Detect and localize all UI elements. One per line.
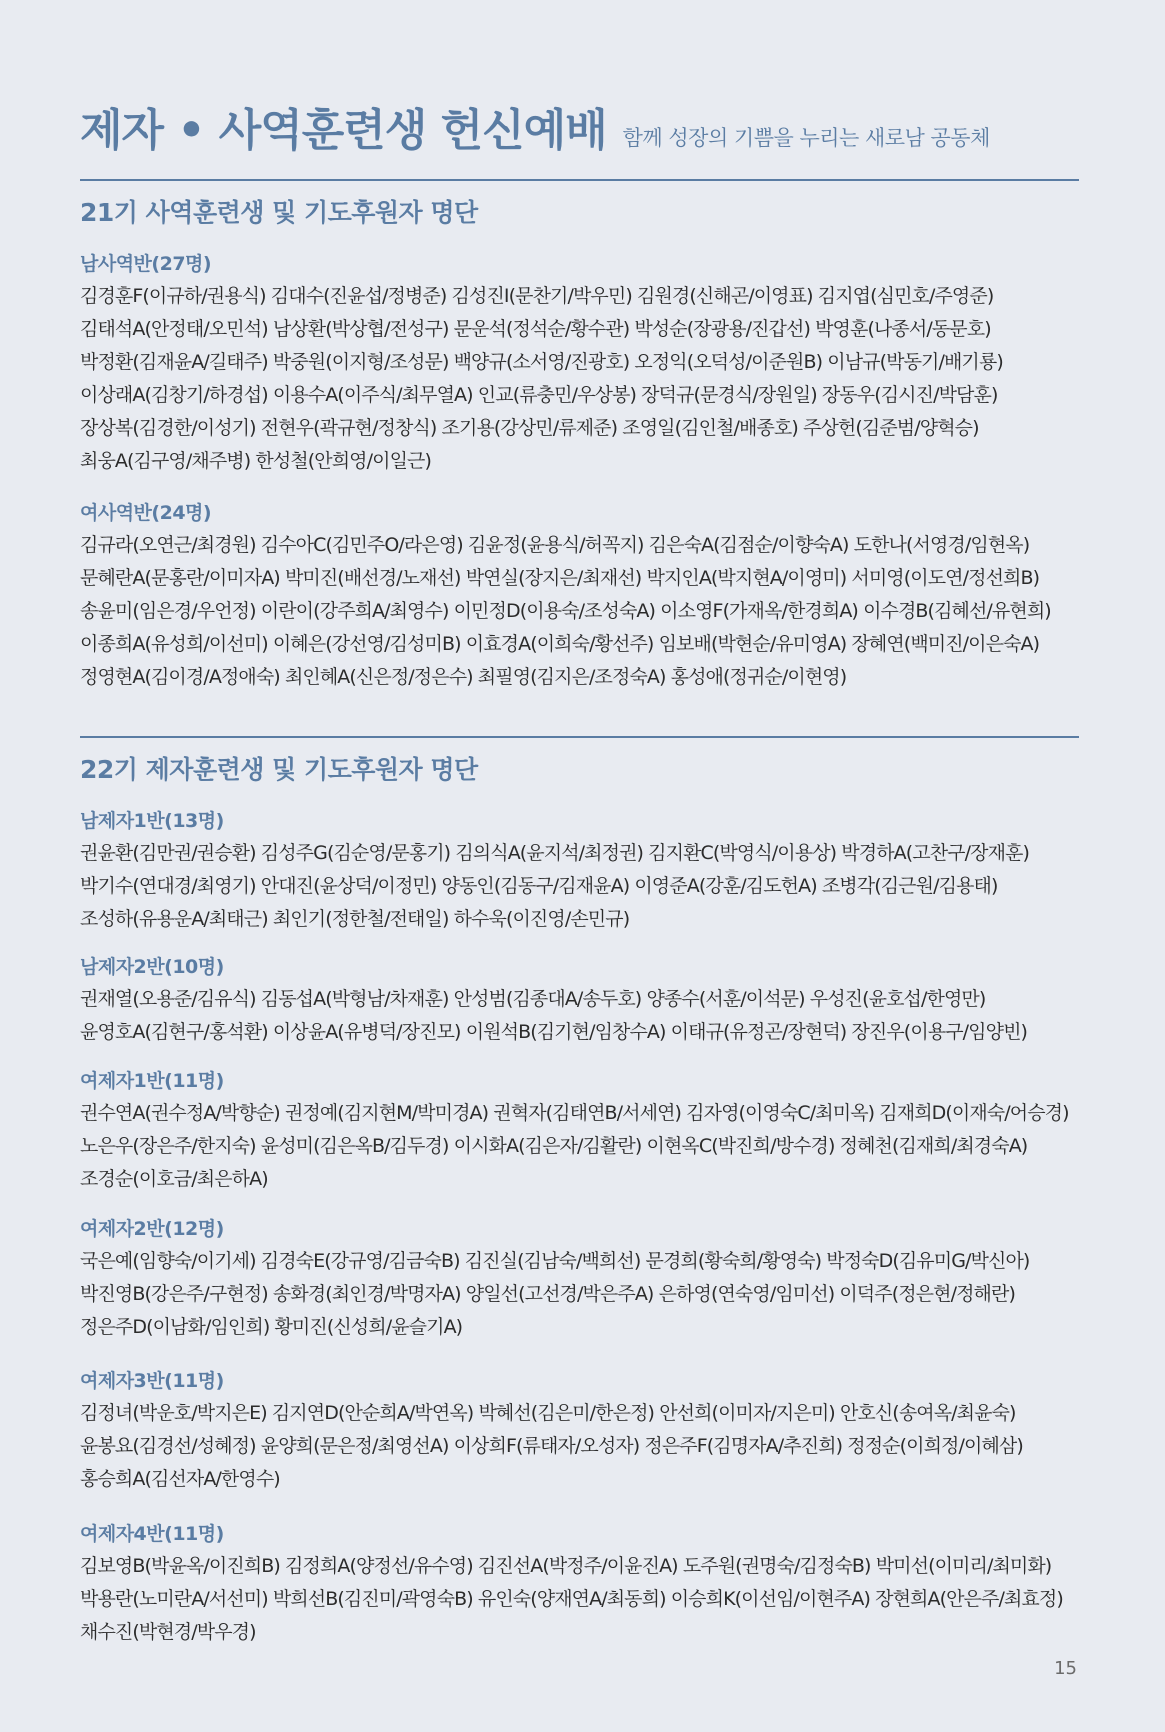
group-female-disciple-2: [80, 1213, 1080, 1344]
page-title: 제자 • 사역훈련생 헌신예배: [80, 105, 607, 156]
group-title: 여제자1반(11명): [80, 1070, 224, 1092]
group-title: 여제자2반(12명): [80, 1218, 224, 1240]
group-title: 남제자2반(10명): [80, 956, 224, 978]
section-title-22: 22기 제자훈련생 및 기도후원자 명단: [80, 755, 478, 784]
group-title: 여사역반(24명): [80, 502, 212, 524]
group-title: 여제자3반(11명): [80, 1370, 224, 1392]
section-title-21: 21기 사역훈련생 및 기도후원자 명단: [80, 198, 478, 227]
name-line: 박기수(연대경/최영기) 안대진(윤상덕/이정민) 양동인(김동구/김재윤A) 이영준A(강훈/김도헌A) 조병각(김근원/김용태): [80, 875, 998, 897]
page-subtitle: 함께 성장의 기쁨을 누리는 새로남 공동체: [622, 126, 990, 150]
name-line: 홍승희A(김선자A/한영수): [80, 1468, 280, 1490]
group-female-disciple-4: [80, 1518, 1080, 1649]
name-line: 송윤미(임은경/우언정) 이란이(강주희A/최영수) 이민정D(이용숙/조성숙A) 이소영F(가재옥/한경희A) 이수경B(김혜선/유현희): [80, 600, 1051, 622]
name-line: 이상래A(김창기/하경섭) 이용수A(이주식/최무열A) 인교(류충민/우상봉) 장덕규(문경식/장원일) 장동우(김시진/박담훈): [80, 384, 998, 406]
group-title: 남사역반(27명): [80, 253, 212, 275]
name-line: 채수진(박현경/박우경): [80, 1621, 256, 1643]
name-line: 권수연A(권수정A/박향순) 권정예(김지현M/박미경A) 권혁자(김태연B/서세연) 김자영(이영숙C/최미옥) 김재희D(이재숙/어승경): [80, 1102, 1069, 1124]
name-line: 윤영호A(김현구/홍석환) 이상윤A(유병덕/장진모) 이원석B(김기현/임창수A) 이태규(유정곤/장현덕) 장진우(이용구/임양빈): [80, 1021, 1028, 1043]
name-line: 정영현A(김이경/A정애숙) 최인혜A(신은정/정은수) 최필영(김지은/조정숙A) 홍성애(정귀순/이현영): [80, 666, 847, 688]
name-line: 김경훈F(이규하/권용식) 김대수(진윤섭/정병준) 김성진I(문찬기/박우민) 김원경(신해곤/이영표) 김지엽(심민호/주영준): [80, 285, 994, 307]
name-line: 박용란(노미란A/서선미) 박희선B(김진미/곽영숙B) 유인숙(양재연A/최동희) 이승희K(이선임/이현주A) 장현희A(안은주/최효정): [80, 1588, 1063, 1610]
name-line: 노은우(장은주/한지숙) 윤성미(김은옥B/김두경) 이시화A(김은자/김활란) 이현옥C(박진희/방수경) 정혜천(김재희/최경숙A): [80, 1135, 1028, 1157]
name-line: 김정녀(박운호/박지은E) 김지연D(안순희A/박연옥) 박혜선(김은미/한은정) 안선희(이미자/지은미) 안호신(송여옥/최윤숙): [80, 1402, 1016, 1424]
name-line: 권재열(오용준/김유식) 김동섭A(박형남/차재훈) 안성범(김종대A/송두호) 양종수(서훈/이석문) 우성진(윤호섭/한영만): [80, 988, 986, 1010]
group-female-disciple-1: [80, 1065, 1080, 1196]
name-line: 권윤환(김만권/권승환) 김성주G(김순영/문홍기) 김의식A(윤지석/최정권) 김지환C(박영식/이용상) 박경하A(고찬구/장재훈): [80, 842, 1030, 864]
page-number: 15: [1054, 1658, 1077, 1679]
page-header: [80, 94, 1080, 158]
name-line: 조경순(이호금/최은하A): [80, 1168, 268, 1190]
name-line: 김태석A(안정태/오민석) 남상환(박상협/전성구) 문운석(정석순/황수관) 박성순(장광용/진갑선) 박영훈(나종서/동문호): [80, 318, 991, 340]
name-line: 이종희A(유성희/이선미) 이혜은(강선영/김성미B) 이효경A(이희숙/황선주) 임보배(박현순/유미영A) 장혜연(백미진/이은숙A): [80, 633, 1040, 655]
group-title: 여제자4반(11명): [80, 1523, 224, 1545]
name-line: 박정환(김재윤A/길태주) 박중원(이지형/조성문) 백양규(소서영/진광호) 오정익(오덕성/이준원B) 이남규(박동기/배기룡): [80, 351, 1003, 373]
name-line: 조성하(유용운A/최태근) 최인기(정한철/전태일) 하수욱(이진영/손민규): [80, 908, 630, 930]
group-male-ministry: [80, 248, 1080, 478]
group-male-disciple-1: [80, 805, 1080, 936]
name-line: 장상복(김경한/이성기) 전현우(곽규현/정창식) 조기용(강상민/류제준) 조영일(김인철/배종호) 주상헌(김준범/양혁승): [80, 417, 979, 439]
name-line: 윤봉요(김경선/성혜정) 윤양희(문은정/최영선A) 이상희F(류태자/오성자) 정은주F(김명자A/추진희) 정정순(이희정/이혜삼): [80, 1435, 1023, 1457]
section-divider: [80, 179, 1079, 181]
name-line: 김규라(오연근/최경원) 김수아C(김민주O/라은영) 김윤정(윤용식/허꼭지) 김은숙A(김점순/이향숙A) 도한나(서영경/임현옥): [80, 534, 1030, 556]
section-divider: [80, 736, 1079, 738]
group-male-disciple-2: [80, 951, 1080, 1049]
name-line: 정은주D(이남화/임인희) 황미진(신성희/윤슬기A): [80, 1316, 463, 1338]
group-female-ministry: [80, 497, 1080, 694]
group-title: 남제자1반(13명): [80, 810, 224, 832]
name-line: 최웅A(김구영/채주병) 한성철(안희영/이일근): [80, 450, 432, 472]
name-line: 박진영B(강은주/구현정) 송화경(최인경/박명자A) 양일선(고선경/박은주A) 은하영(연숙영/임미선) 이덕주(정은현/정해란): [80, 1283, 1015, 1305]
group-female-disciple-3: [80, 1365, 1080, 1496]
name-line: 국은예(임향숙/이기세) 김경숙E(강규영/김금숙B) 김진실(김남숙/백희선) 문경희(황숙희/황영숙) 박정숙D(김유미G/박신아): [80, 1250, 1030, 1272]
name-line: 김보영B(박윤옥/이진희B) 김정희A(양정선/유수영) 김진선A(박정주/이윤진A) 도주원(권명숙/김정숙B) 박미선(이미리/최미화): [80, 1555, 1052, 1577]
name-line: 문혜란A(문홍란/이미자A) 박미진(배선경/노재선) 박연실(장지은/최재선) 박지인A(박지현A/이영미) 서미영(이도연/정선희B): [80, 567, 1040, 589]
